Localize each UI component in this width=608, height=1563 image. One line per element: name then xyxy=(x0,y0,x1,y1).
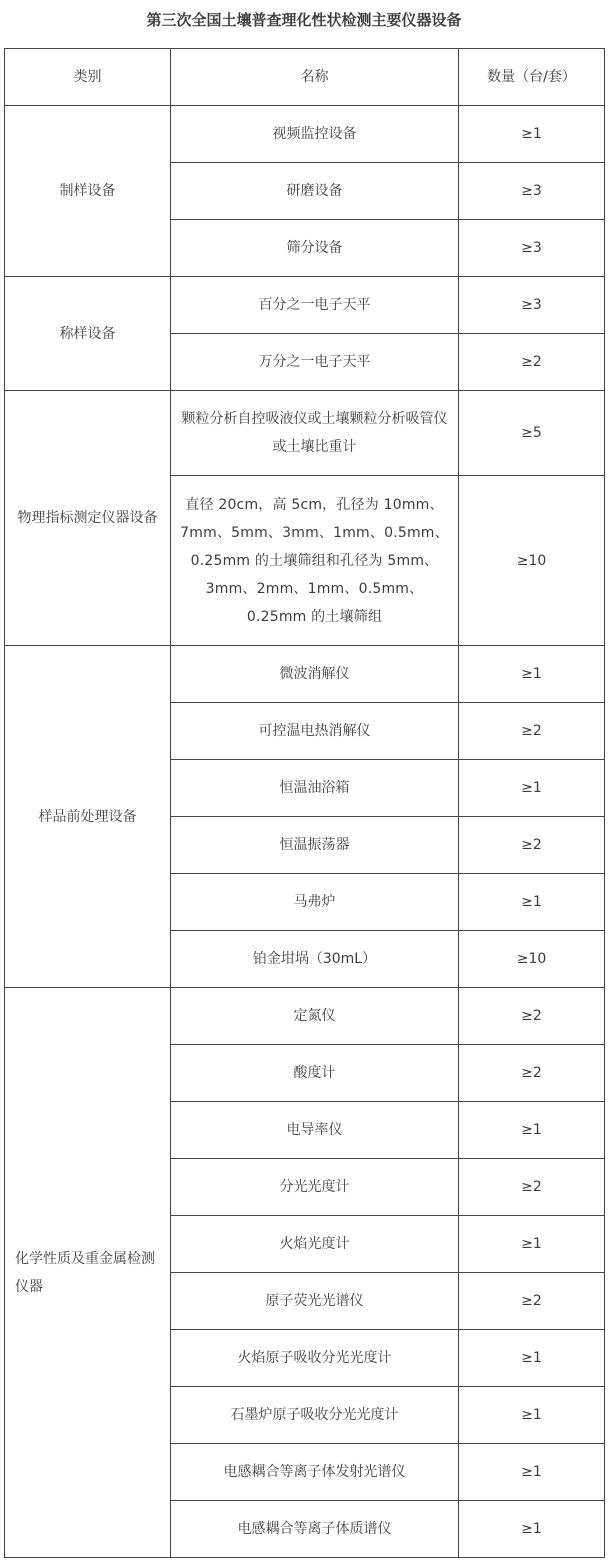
page-title: 第三次全国土壤普查理化性状检测主要仪器设备 xyxy=(146,11,462,29)
quantity-cell: ≥1 xyxy=(459,760,605,817)
quantity-cell: ≥10 xyxy=(459,931,605,988)
category-cell: 称样设备 xyxy=(5,277,171,391)
name-cell: 石墨炉原子吸收分光光度计 xyxy=(171,1387,459,1444)
name-cell: 可控温电热消解仪 xyxy=(171,703,459,760)
quantity-cell: ≥3 xyxy=(459,220,605,277)
name-cell: 定氮仪 xyxy=(171,988,459,1045)
quantity-cell: ≥1 xyxy=(459,1102,605,1159)
name-cell: 微波消解仪 xyxy=(171,646,459,703)
quantity-cell: ≥2 xyxy=(459,1273,605,1330)
header-category: 类别 xyxy=(5,49,171,106)
name-cell: 电感耦合等离子体发射光谱仪 xyxy=(171,1444,459,1501)
name-cell: 分光光度计 xyxy=(171,1159,459,1216)
quantity-cell: ≥1 xyxy=(459,1330,605,1387)
name-cell: 研磨设备 xyxy=(171,163,459,220)
name-cell: 电感耦合等离子体质谱仪 xyxy=(171,1501,459,1558)
quantity-cell: ≥2 xyxy=(459,1159,605,1216)
name-cell: 酸度计 xyxy=(171,1045,459,1102)
name-cell: 百分之一电子天平 xyxy=(171,277,459,334)
name-cell: 原子荧光光谱仪 xyxy=(171,1273,459,1330)
quantity-cell: ≥1 xyxy=(459,1216,605,1273)
name-cell: 万分之一电子天平 xyxy=(171,334,459,391)
name-cell: 铂金坩埚（30mL） xyxy=(171,931,459,988)
quantity-cell: ≥2 xyxy=(459,703,605,760)
name-cell: 恒温振荡器 xyxy=(171,817,459,874)
name-cell: 火焰光度计 xyxy=(171,1216,459,1273)
category-cell: 样品前处理设备 xyxy=(5,646,171,988)
name-cell: 电导率仪 xyxy=(171,1102,459,1159)
quantity-cell: ≥1 xyxy=(459,1387,605,1444)
quantity-cell: ≥1 xyxy=(459,1501,605,1558)
table-row xyxy=(5,988,605,1045)
name-cell: 直径 20cm，高 5cm，孔径为 10mm、7mm、5mm、3mm、1mm、0.5mm、0.25mm 的土壤筛组和孔径为 5mm、3mm、2mm、1mm、0.5mm、0.25mm 的土壤筛组 xyxy=(171,476,459,646)
name-cell: 恒温油浴箱 xyxy=(171,760,459,817)
quantity-cell: ≥1 xyxy=(459,1444,605,1501)
category-cell: 物理指标测定仪器设备 xyxy=(5,391,171,646)
quantity-cell: ≥2 xyxy=(459,334,605,391)
table-row xyxy=(5,391,605,476)
header-quantity: 数量（台/套） xyxy=(459,49,605,106)
header-name: 名称 xyxy=(171,49,459,106)
category-cell: 制样设备 xyxy=(5,106,171,277)
table-row xyxy=(5,106,605,163)
quantity-cell: ≥2 xyxy=(459,1045,605,1102)
quantity-cell: ≥3 xyxy=(459,277,605,334)
name-cell: 颗粒分析自控吸液仪或土壤颗粒分析吸管仪或土壤比重计 xyxy=(171,391,459,476)
name-cell: 筛分设备 xyxy=(171,220,459,277)
table-row xyxy=(5,277,605,334)
quantity-cell: ≥3 xyxy=(459,163,605,220)
quantity-cell: ≥1 xyxy=(459,874,605,931)
quantity-cell: ≥10 xyxy=(459,476,605,646)
name-cell: 视频监控设备 xyxy=(171,106,459,163)
name-cell: 火焰原子吸收分光光度计 xyxy=(171,1330,459,1387)
equipment-table xyxy=(4,48,605,1558)
quantity-cell: ≥5 xyxy=(459,391,605,476)
table-header-row xyxy=(5,49,605,106)
category-cell: 化学性质及重金属检测仪器 xyxy=(5,988,171,1558)
name-cell: 马弗炉 xyxy=(171,874,459,931)
quantity-cell: ≥1 xyxy=(459,106,605,163)
quantity-cell: ≥2 xyxy=(459,817,605,874)
quantity-cell: ≥1 xyxy=(459,646,605,703)
table-row xyxy=(5,646,605,703)
quantity-cell: ≥2 xyxy=(459,988,605,1045)
